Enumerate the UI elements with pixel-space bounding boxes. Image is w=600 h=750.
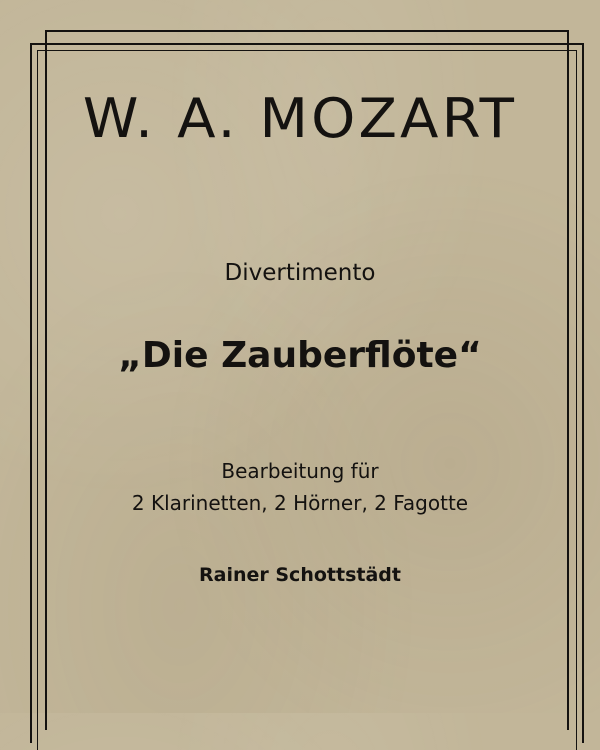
genre-label: Divertimento	[224, 260, 376, 286]
cover-frame-inner	[37, 50, 577, 750]
arranger-name: Rainer Schottstädt	[199, 564, 401, 586]
arrangement-line-1: Bearbeitung für	[221, 459, 379, 483]
work-title: „Die Zauberflöte“	[118, 335, 482, 376]
composer-name: W. A. MOZART	[82, 87, 518, 150]
arrangement-info	[0, 455, 600, 519]
arrangement-line-2: 2 Klarinetten, 2 Hörner, 2 Fagotte	[131, 491, 469, 515]
